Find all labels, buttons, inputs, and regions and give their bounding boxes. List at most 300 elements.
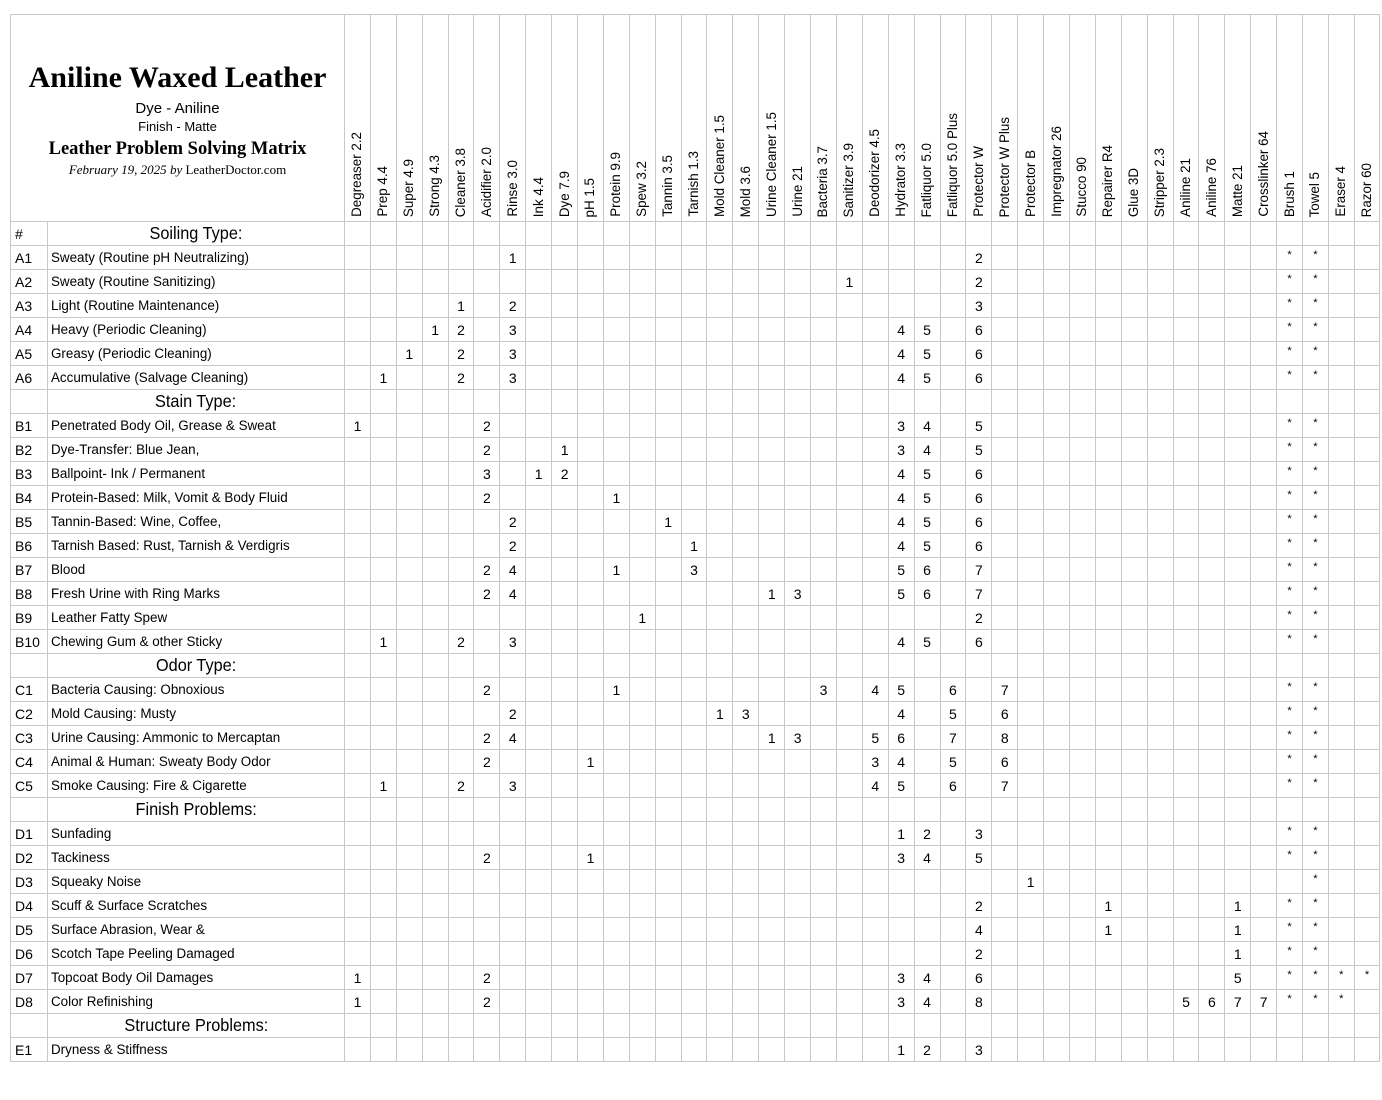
empty-cell — [422, 414, 448, 438]
empty-cell — [552, 534, 578, 558]
empty-cell — [1199, 870, 1225, 894]
section-header-row — [11, 654, 1380, 678]
empty-cell — [448, 606, 474, 630]
empty-cell — [940, 318, 966, 342]
empty-cell — [345, 606, 371, 630]
col-header-protector-b — [1018, 15, 1044, 222]
header-row — [11, 15, 1380, 222]
col-header-mold-3-6 — [733, 15, 759, 222]
step-cell: 6 — [966, 318, 992, 342]
empty-cell — [992, 1038, 1018, 1062]
empty-cell — [603, 366, 629, 390]
empty-cell — [526, 438, 552, 462]
empty-cell — [552, 870, 578, 894]
empty-cell — [552, 750, 578, 774]
empty-cell — [474, 1038, 500, 1062]
empty-cell — [552, 294, 578, 318]
step-cell: 4 — [914, 990, 940, 1014]
empty-cell — [1173, 486, 1199, 510]
step-cell: 4 — [862, 678, 888, 702]
empty-cell — [1147, 630, 1173, 654]
empty-cell — [1069, 630, 1095, 654]
empty-cell — [422, 510, 448, 534]
empty-cell — [526, 366, 552, 390]
problem-code: A1 — [11, 246, 48, 270]
empty-cell — [1199, 630, 1225, 654]
empty-cell — [500, 966, 526, 990]
empty-cell — [396, 318, 422, 342]
empty-cell — [448, 870, 474, 894]
empty-cell — [1121, 870, 1147, 894]
empty-cell — [1095, 774, 1121, 798]
empty-cell — [811, 534, 837, 558]
empty-cell — [836, 390, 862, 414]
step-cell: 3 — [966, 822, 992, 846]
step-cell: 3 — [474, 462, 500, 486]
empty-cell — [992, 246, 1018, 270]
col-header-repairer-r4 — [1095, 15, 1121, 222]
empty-cell — [914, 750, 940, 774]
empty-cell — [1173, 318, 1199, 342]
empty-cell — [629, 942, 655, 966]
empty-cell — [681, 654, 707, 678]
empty-cell — [552, 918, 578, 942]
step-cell: 2 — [448, 630, 474, 654]
empty-cell — [759, 462, 785, 486]
step-cell: * — [1277, 414, 1303, 438]
col-header-label: Stucco 90 — [1074, 157, 1090, 217]
empty-cell — [396, 486, 422, 510]
empty-cell — [1199, 726, 1225, 750]
empty-cell — [1018, 222, 1044, 246]
empty-cell — [396, 510, 422, 534]
empty-cell — [940, 990, 966, 1014]
empty-cell — [707, 390, 733, 414]
col-header-label: Impregnator 26 — [1048, 126, 1064, 217]
empty-cell — [733, 822, 759, 846]
empty-cell — [707, 1014, 733, 1038]
empty-cell — [940, 942, 966, 966]
col-header-label: Glue 3D — [1126, 167, 1142, 217]
empty-cell — [785, 414, 811, 438]
empty-cell — [1069, 846, 1095, 870]
empty-cell — [836, 1038, 862, 1062]
step-cell: * — [1302, 294, 1328, 318]
empty-cell — [370, 894, 396, 918]
step-cell: 6 — [966, 486, 992, 510]
empty-cell — [1173, 510, 1199, 534]
empty-cell — [862, 894, 888, 918]
empty-cell — [1044, 342, 1070, 366]
empty-cell — [526, 558, 552, 582]
section-title — [48, 390, 345, 414]
empty-cell — [11, 390, 48, 414]
empty-cell — [733, 678, 759, 702]
step-cell: * — [1277, 294, 1303, 318]
step-cell: 1 — [370, 630, 396, 654]
empty-cell — [1018, 318, 1044, 342]
col-header-label: Prep 4.4 — [375, 166, 391, 217]
problem-row — [11, 870, 1380, 894]
empty-cell — [759, 750, 785, 774]
empty-cell — [1251, 486, 1277, 510]
site-name: LeatherDoctor.com — [185, 161, 287, 177]
step-cell: 1 — [578, 750, 604, 774]
problem-row — [11, 342, 1380, 366]
empty-cell — [1018, 582, 1044, 606]
empty-cell — [448, 846, 474, 870]
empty-cell — [914, 726, 940, 750]
empty-cell — [1173, 342, 1199, 366]
empty-cell — [1018, 990, 1044, 1014]
empty-cell — [526, 702, 552, 726]
empty-cell — [785, 966, 811, 990]
step-cell: 2 — [474, 750, 500, 774]
col-header-label: Tarnish 1.3 — [686, 151, 702, 217]
step-cell: 1 — [888, 1038, 914, 1062]
empty-cell — [474, 510, 500, 534]
problem-description: Penetrated Body Oil, Grease & Sweat — [48, 414, 345, 438]
empty-cell — [1121, 462, 1147, 486]
empty-cell — [345, 390, 371, 414]
empty-cell — [1147, 534, 1173, 558]
empty-cell — [526, 510, 552, 534]
empty-cell — [345, 534, 371, 558]
empty-cell — [629, 510, 655, 534]
empty-cell — [1251, 654, 1277, 678]
empty-cell — [500, 462, 526, 486]
empty-cell — [914, 894, 940, 918]
step-cell: 2 — [914, 822, 940, 846]
empty-cell — [1225, 462, 1251, 486]
empty-cell — [422, 558, 448, 582]
step-cell: 4 — [500, 558, 526, 582]
empty-cell — [707, 798, 733, 822]
empty-cell — [1044, 510, 1070, 534]
empty-cell — [603, 654, 629, 678]
step-cell: 4 — [888, 462, 914, 486]
empty-cell — [629, 486, 655, 510]
empty-cell — [11, 654, 48, 678]
empty-cell — [1121, 582, 1147, 606]
empty-cell — [733, 366, 759, 390]
empty-cell — [603, 606, 629, 630]
empty-cell — [552, 846, 578, 870]
col-header-stucco-90 — [1069, 15, 1095, 222]
empty-cell — [396, 822, 422, 846]
empty-cell — [1121, 990, 1147, 1014]
empty-cell — [1354, 606, 1380, 630]
empty-cell — [940, 510, 966, 534]
empty-cell — [1121, 246, 1147, 270]
empty-cell — [1095, 438, 1121, 462]
step-cell: * — [1277, 822, 1303, 846]
empty-cell — [11, 798, 48, 822]
problem-code: A2 — [11, 270, 48, 294]
empty-cell — [1018, 510, 1044, 534]
empty-cell — [811, 846, 837, 870]
problem-description: Accumulative (Salvage Cleaning) — [48, 366, 345, 390]
empty-cell — [966, 750, 992, 774]
empty-cell — [940, 414, 966, 438]
empty-cell — [1018, 342, 1044, 366]
empty-cell — [1354, 486, 1380, 510]
col-header-acidifier-2-0 — [474, 15, 500, 222]
col-header-label: Urine 21 — [789, 166, 805, 217]
step-cell: 3 — [888, 966, 914, 990]
empty-cell — [655, 318, 681, 342]
empty-cell — [1354, 942, 1380, 966]
empty-cell — [940, 270, 966, 294]
step-cell: 7 — [992, 774, 1018, 798]
empty-cell — [1251, 414, 1277, 438]
empty-cell — [474, 318, 500, 342]
empty-cell — [396, 390, 422, 414]
section-header-row — [11, 222, 1380, 246]
empty-cell — [1095, 870, 1121, 894]
empty-cell — [836, 846, 862, 870]
empty-cell — [1173, 390, 1199, 414]
problem-code: B5 — [11, 510, 48, 534]
empty-cell — [759, 1038, 785, 1062]
empty-cell — [448, 1038, 474, 1062]
empty-cell — [474, 246, 500, 270]
empty-cell — [1147, 462, 1173, 486]
empty-cell — [500, 846, 526, 870]
empty-cell — [603, 750, 629, 774]
step-cell: * — [1277, 966, 1303, 990]
step-cell: 4 — [862, 774, 888, 798]
col-header-protein-9-9 — [603, 15, 629, 222]
empty-cell — [552, 822, 578, 846]
empty-cell — [629, 270, 655, 294]
step-cell: * — [1302, 774, 1328, 798]
problem-row — [11, 990, 1380, 1014]
empty-cell — [1277, 222, 1303, 246]
step-cell: * — [1302, 702, 1328, 726]
empty-cell — [1018, 294, 1044, 318]
empty-cell — [836, 966, 862, 990]
problem-row — [11, 510, 1380, 534]
problem-description: Tarnish Based: Rust, Tarnish & Verdigris — [48, 534, 345, 558]
empty-cell — [836, 342, 862, 366]
empty-cell — [733, 870, 759, 894]
empty-cell — [1225, 726, 1251, 750]
empty-cell — [629, 846, 655, 870]
problem-row — [11, 630, 1380, 654]
empty-cell — [888, 918, 914, 942]
empty-cell — [1121, 846, 1147, 870]
empty-cell — [785, 558, 811, 582]
step-cell: 6 — [966, 342, 992, 366]
empty-cell — [396, 678, 422, 702]
step-cell: * — [1302, 870, 1328, 894]
empty-cell — [1095, 582, 1121, 606]
empty-cell — [1121, 270, 1147, 294]
empty-cell — [578, 1014, 604, 1038]
empty-cell — [1044, 366, 1070, 390]
empty-cell — [1328, 414, 1354, 438]
empty-cell — [448, 534, 474, 558]
empty-cell — [396, 966, 422, 990]
empty-cell — [759, 222, 785, 246]
empty-cell — [448, 990, 474, 1014]
empty-cell — [811, 1038, 837, 1062]
empty-cell — [1147, 702, 1173, 726]
step-cell: * — [1277, 630, 1303, 654]
empty-cell — [526, 390, 552, 414]
empty-cell — [1069, 1038, 1095, 1062]
date-text: February 19, 2025 — [68, 161, 167, 177]
empty-cell — [1354, 222, 1380, 246]
empty-cell — [811, 438, 837, 462]
empty-cell — [370, 606, 396, 630]
col-header-label: Fatliquor 5.0 Plus — [944, 112, 960, 217]
empty-cell — [940, 1038, 966, 1062]
step-cell: 6 — [992, 750, 1018, 774]
empty-cell — [914, 702, 940, 726]
empty-cell — [707, 486, 733, 510]
step-cell: 1 — [1095, 894, 1121, 918]
empty-cell — [681, 390, 707, 414]
step-cell: 7 — [966, 558, 992, 582]
page-title: Aniline Waxed Leather — [28, 60, 327, 94]
empty-cell — [681, 246, 707, 270]
empty-cell — [500, 1014, 526, 1038]
step-cell: * — [1277, 678, 1303, 702]
empty-cell — [603, 726, 629, 750]
empty-cell — [1225, 486, 1251, 510]
empty-cell — [1173, 894, 1199, 918]
empty-cell — [552, 1038, 578, 1062]
step-cell: 2 — [500, 510, 526, 534]
empty-cell — [785, 774, 811, 798]
empty-cell — [1328, 606, 1354, 630]
empty-cell — [1328, 870, 1354, 894]
empty-cell — [526, 294, 552, 318]
empty-cell — [552, 630, 578, 654]
col-header-matte-21 — [1225, 15, 1251, 222]
empty-cell — [992, 510, 1018, 534]
empty-cell — [603, 318, 629, 342]
problem-code: D6 — [11, 942, 48, 966]
empty-cell — [1251, 390, 1277, 414]
empty-cell — [655, 966, 681, 990]
empty-cell — [422, 702, 448, 726]
empty-cell — [1251, 1014, 1277, 1038]
empty-cell — [836, 414, 862, 438]
col-header-label: Mold 3.6 — [737, 165, 753, 217]
empty-cell — [811, 822, 837, 846]
empty-cell — [603, 918, 629, 942]
empty-cell — [1069, 582, 1095, 606]
step-cell: * — [1302, 750, 1328, 774]
empty-cell — [500, 870, 526, 894]
step-cell: 4 — [500, 726, 526, 750]
empty-cell — [1199, 534, 1225, 558]
problem-code: C4 — [11, 750, 48, 774]
problem-code: B7 — [11, 558, 48, 582]
empty-cell — [1121, 342, 1147, 366]
empty-cell — [448, 582, 474, 606]
empty-cell — [733, 270, 759, 294]
empty-cell — [1328, 582, 1354, 606]
problem-row — [11, 822, 1380, 846]
empty-cell — [681, 342, 707, 366]
empty-cell — [1225, 414, 1251, 438]
empty-cell — [862, 438, 888, 462]
empty-cell — [888, 294, 914, 318]
empty-cell — [1225, 534, 1251, 558]
empty-cell — [759, 246, 785, 270]
empty-cell — [578, 246, 604, 270]
empty-cell — [1251, 342, 1277, 366]
problem-code: B8 — [11, 582, 48, 606]
empty-cell — [1173, 246, 1199, 270]
empty-cell — [1095, 678, 1121, 702]
empty-cell — [370, 342, 396, 366]
empty-cell — [422, 1014, 448, 1038]
empty-cell — [1251, 942, 1277, 966]
empty-cell — [681, 486, 707, 510]
empty-cell — [940, 630, 966, 654]
empty-cell — [1354, 702, 1380, 726]
empty-cell — [1173, 222, 1199, 246]
empty-cell — [474, 630, 500, 654]
step-cell: 1 — [759, 726, 785, 750]
empty-cell — [655, 774, 681, 798]
empty-cell — [681, 966, 707, 990]
empty-cell — [1328, 942, 1354, 966]
empty-cell — [811, 366, 837, 390]
empty-cell — [1147, 246, 1173, 270]
empty-cell — [422, 798, 448, 822]
empty-cell — [759, 990, 785, 1014]
empty-cell — [785, 606, 811, 630]
step-cell: * — [1302, 318, 1328, 342]
empty-cell — [370, 390, 396, 414]
empty-cell — [1328, 222, 1354, 246]
problem-description: Mold Causing: Musty — [48, 702, 345, 726]
empty-cell — [1251, 870, 1277, 894]
empty-cell — [681, 894, 707, 918]
empty-cell — [1354, 270, 1380, 294]
step-cell: * — [1277, 246, 1303, 270]
empty-cell — [1044, 1014, 1070, 1038]
empty-cell — [629, 918, 655, 942]
step-cell: 2 — [966, 270, 992, 294]
empty-cell — [785, 534, 811, 558]
empty-cell — [811, 318, 837, 342]
empty-cell — [603, 822, 629, 846]
empty-cell — [422, 630, 448, 654]
step-cell: * — [1302, 486, 1328, 510]
problem-description: Animal & Human: Sweaty Body Odor — [48, 750, 345, 774]
step-cell: 2 — [474, 414, 500, 438]
empty-cell — [500, 918, 526, 942]
empty-cell — [785, 678, 811, 702]
empty-cell — [422, 342, 448, 366]
empty-cell — [836, 798, 862, 822]
empty-cell — [681, 438, 707, 462]
empty-cell — [1018, 1038, 1044, 1062]
empty-cell — [500, 990, 526, 1014]
empty-cell — [396, 894, 422, 918]
step-cell: 6 — [914, 582, 940, 606]
empty-cell — [1225, 678, 1251, 702]
empty-cell — [1302, 222, 1328, 246]
empty-cell — [1121, 318, 1147, 342]
